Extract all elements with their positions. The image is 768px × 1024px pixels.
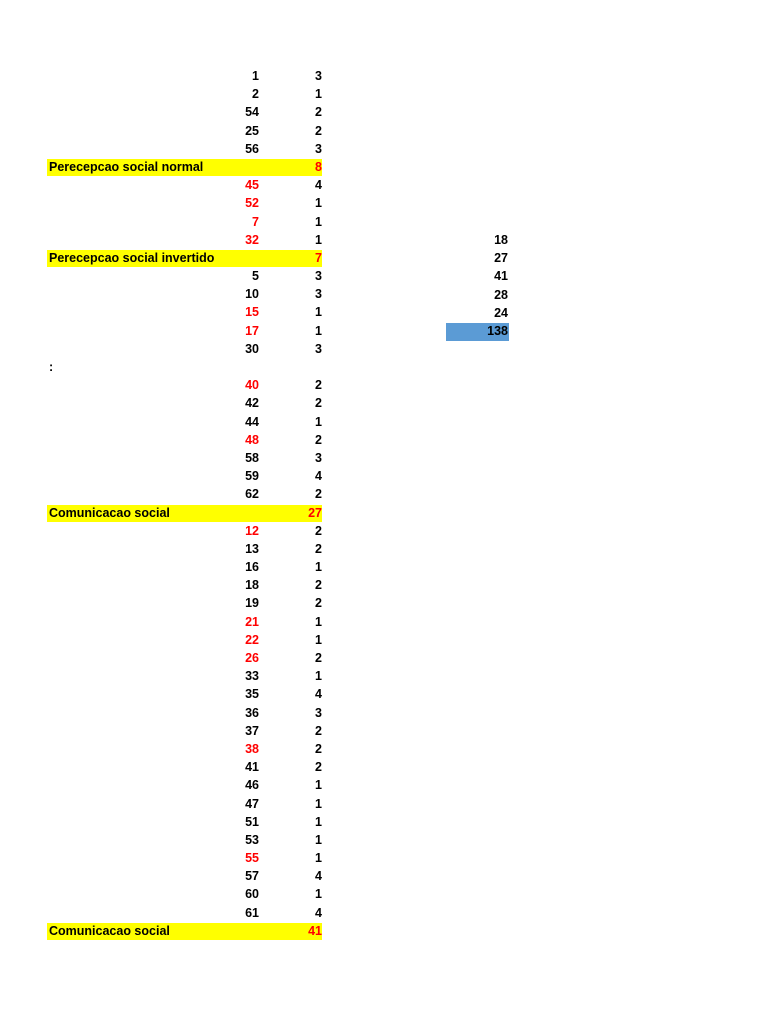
item-number-cell[interactable]: 30 <box>245 341 259 356</box>
data-row <box>0 650 768 668</box>
score-cell[interactable]: 1 <box>315 232 322 247</box>
score-cell[interactable]: 2 <box>315 741 322 756</box>
spreadsheet-grid <box>0 68 768 941</box>
summary-total-row[interactable] <box>446 323 509 341</box>
data-row <box>0 905 768 923</box>
subtotal-row <box>0 923 768 941</box>
data-row <box>0 541 768 559</box>
row-label[interactable]: Comunicacao social <box>49 923 170 938</box>
item-number-cell[interactable]: 42 <box>245 396 259 411</box>
score-cell[interactable]: 1 <box>315 414 322 429</box>
data-row <box>0 414 768 432</box>
data-row <box>0 468 768 486</box>
row-label[interactable]: Perecepcao social invertido <box>49 250 215 265</box>
score-cell[interactable]: 1 <box>315 305 322 320</box>
score-cell[interactable]: 2 <box>315 541 322 556</box>
item-number-cell[interactable]: 54 <box>245 105 259 120</box>
item-number-cell[interactable]: 60 <box>245 887 259 902</box>
summary-value-cell[interactable]: 18 <box>494 233 508 247</box>
item-number-cell[interactable]: 58 <box>245 450 259 465</box>
item-number-cell[interactable]: 35 <box>245 687 259 702</box>
data-row <box>0 104 768 122</box>
item-number-cell[interactable]: 7 <box>252 214 259 229</box>
score-cell[interactable]: 1 <box>315 887 322 902</box>
data-row <box>0 614 768 632</box>
data-row <box>0 232 768 250</box>
score-cell[interactable]: 1 <box>315 214 322 229</box>
item-number-cell[interactable]: 19 <box>245 596 259 611</box>
item-number-cell[interactable]: 1 <box>252 69 259 83</box>
data-row <box>0 595 768 613</box>
data-row <box>0 450 768 468</box>
data-row <box>0 68 768 86</box>
summary-row <box>446 250 509 268</box>
item-number-cell[interactable]: 22 <box>245 632 259 647</box>
score-cell[interactable]: 1 <box>315 814 322 829</box>
data-row <box>0 523 768 541</box>
summary-value-cell[interactable]: 27 <box>494 251 508 266</box>
score-cell[interactable]: 4 <box>315 178 322 193</box>
item-number-cell[interactable]: 47 <box>245 796 259 811</box>
item-number-cell[interactable]: 62 <box>245 487 259 502</box>
data-row <box>0 286 768 304</box>
score-cell[interactable]: 1 <box>315 87 322 102</box>
item-number-cell[interactable]: 56 <box>245 141 259 156</box>
item-number-cell[interactable]: 52 <box>245 196 259 211</box>
item-number-cell[interactable]: 26 <box>245 651 259 665</box>
item-number-cell[interactable]: 53 <box>245 832 259 847</box>
item-number-cell[interactable]: 2 <box>252 87 259 102</box>
score-cell[interactable]: 1 <box>315 560 322 575</box>
score-cell[interactable]: 1 <box>315 614 322 629</box>
subtotal-value-cell[interactable]: 27 <box>308 505 322 520</box>
data-row <box>0 832 768 850</box>
subtotal-value-cell[interactable]: 7 <box>315 250 322 265</box>
item-number-cell[interactable]: 55 <box>245 851 259 866</box>
summary-row <box>446 232 509 250</box>
data-row <box>0 341 768 359</box>
score-cell[interactable]: 1 <box>315 851 322 866</box>
score-cell[interactable]: 3 <box>315 269 322 284</box>
score-cell[interactable]: 3 <box>315 341 322 356</box>
side-summary <box>446 232 509 341</box>
data-row <box>0 177 768 195</box>
item-number-cell[interactable]: 48 <box>245 432 259 447</box>
item-number-cell[interactable]: 36 <box>245 705 259 720</box>
data-row <box>0 886 768 904</box>
item-number-cell[interactable]: 21 <box>245 614 259 629</box>
item-number-cell[interactable]: 61 <box>245 905 259 920</box>
score-cell[interactable]: 3 <box>315 69 322 83</box>
data-row <box>0 214 768 232</box>
item-number-cell[interactable]: 59 <box>245 469 259 484</box>
score-cell[interactable]: 1 <box>315 196 322 211</box>
item-number-cell[interactable]: 15 <box>245 305 259 320</box>
item-number-cell[interactable]: 51 <box>245 814 259 829</box>
row-label[interactable]: : <box>49 360 54 374</box>
data-row <box>0 559 768 577</box>
data-row <box>0 323 768 341</box>
score-cell[interactable]: 2 <box>315 523 322 538</box>
subtotal-value-cell[interactable]: 41 <box>308 923 322 938</box>
data-row <box>0 359 768 377</box>
score-cell[interactable]: 4 <box>315 869 322 884</box>
data-row <box>0 741 768 759</box>
item-number-cell[interactable]: 13 <box>245 541 259 556</box>
row-label[interactable]: Comunicacao social <box>49 505 170 520</box>
data-row <box>0 668 768 686</box>
data-row <box>0 304 768 322</box>
summary-row <box>446 305 509 323</box>
item-number-cell[interactable]: 18 <box>245 578 259 593</box>
score-cell[interactable]: 2 <box>315 396 322 411</box>
item-number-cell[interactable]: 37 <box>245 723 259 738</box>
item-number-cell[interactable]: 45 <box>245 178 259 193</box>
item-number-cell[interactable]: 25 <box>245 123 259 138</box>
data-row <box>0 850 768 868</box>
data-row <box>0 632 768 650</box>
item-number-cell[interactable]: 16 <box>245 560 259 575</box>
subtotal-value-cell[interactable]: 8 <box>315 159 322 174</box>
score-cell[interactable]: 1 <box>315 669 322 684</box>
score-cell[interactable]: 2 <box>315 487 322 502</box>
item-number-cell[interactable]: 5 <box>252 269 259 284</box>
data-row <box>0 268 768 286</box>
subtotal-row <box>0 159 768 177</box>
data-row <box>0 432 768 450</box>
item-number-cell[interactable]: 44 <box>245 414 259 429</box>
score-cell[interactable]: 2 <box>315 432 322 447</box>
data-row <box>0 395 768 413</box>
summary-value-cell[interactable]: 28 <box>494 287 508 302</box>
item-number-cell[interactable]: 12 <box>245 523 259 538</box>
data-row <box>0 868 768 886</box>
row-label[interactable]: Perecepcao social normal <box>49 159 204 174</box>
score-cell[interactable]: 1 <box>315 632 322 647</box>
item-number-cell[interactable]: 17 <box>245 323 259 338</box>
score-cell[interactable]: 2 <box>315 378 322 393</box>
score-cell[interactable]: 1 <box>315 832 322 847</box>
data-row <box>0 814 768 832</box>
data-row <box>0 577 768 595</box>
data-row <box>0 123 768 141</box>
score-cell[interactable]: 2 <box>315 651 322 665</box>
score-cell[interactable]: 3 <box>315 287 322 302</box>
score-cell[interactable]: 2 <box>315 123 322 138</box>
data-row <box>0 377 768 395</box>
item-number-cell[interactable]: 57 <box>245 869 259 884</box>
score-cell[interactable]: 3 <box>315 705 322 720</box>
subtotal-row <box>0 505 768 523</box>
item-number-cell[interactable]: 32 <box>245 232 259 247</box>
subtotal-row <box>0 250 768 268</box>
score-cell[interactable]: 2 <box>315 596 322 611</box>
item-number-cell[interactable]: 10 <box>245 287 259 302</box>
score-cell[interactable]: 4 <box>315 905 322 920</box>
data-row <box>0 686 768 704</box>
data-row <box>0 705 768 723</box>
data-row <box>0 141 768 159</box>
summary-total-cell[interactable]: 138 <box>487 323 508 338</box>
score-cell[interactable]: 1 <box>315 796 322 811</box>
summary-row <box>446 268 509 286</box>
score-cell[interactable]: 2 <box>315 578 322 593</box>
score-cell[interactable]: 2 <box>315 723 322 738</box>
summary-row <box>446 287 509 305</box>
data-row <box>0 195 768 213</box>
score-cell[interactable]: 1 <box>315 323 322 338</box>
data-row <box>0 723 768 741</box>
score-cell[interactable]: 4 <box>315 687 322 702</box>
item-number-cell[interactable]: 41 <box>245 760 259 775</box>
summary-value-cell[interactable]: 41 <box>494 269 508 284</box>
data-row <box>0 777 768 795</box>
data-row <box>0 759 768 777</box>
item-number-cell[interactable]: 46 <box>245 778 259 793</box>
data-row <box>0 796 768 814</box>
score-cell[interactable]: 3 <box>315 450 322 465</box>
score-cell[interactable]: 3 <box>315 141 322 156</box>
data-row <box>0 486 768 504</box>
item-number-cell[interactable]: 33 <box>245 669 259 684</box>
summary-value-cell[interactable]: 24 <box>494 305 508 320</box>
score-cell[interactable]: 2 <box>315 760 322 775</box>
score-cell[interactable]: 4 <box>315 469 322 484</box>
item-number-cell[interactable]: 40 <box>245 378 259 393</box>
item-number-cell[interactable]: 38 <box>245 741 259 756</box>
data-row <box>0 86 768 104</box>
score-cell[interactable]: 1 <box>315 778 322 793</box>
score-cell[interactable]: 2 <box>315 105 322 120</box>
